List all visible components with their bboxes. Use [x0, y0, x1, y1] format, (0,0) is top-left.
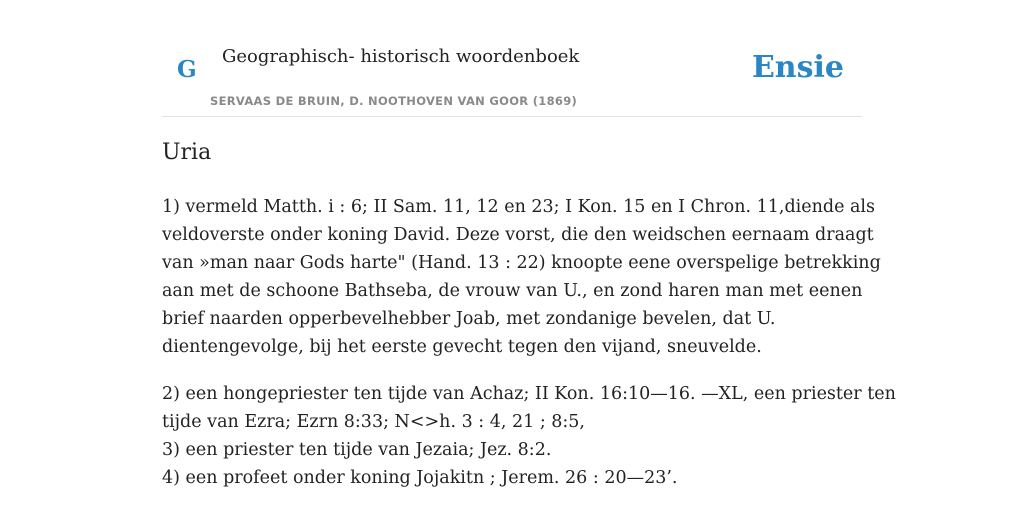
entry-line: veldoverste onder koning David. Deze vorst, die den weidschen eernaam draagt: [162, 225, 874, 245]
entry-line: 3) een priester ten tijde van Jezaia; Jez. 8:2.: [162, 440, 552, 460]
entry-line: 1) vermeld Matth. i : 6; II Sam. 11, 12 en 23; I Kon. 15 en I Chron. 11,diende als: [162, 197, 875, 217]
entry-line: 2) een hongepriester ten tijde van Achaz; II Kon. 16:10—16. —XL, een priester ten: [162, 384, 896, 404]
book-authors: SERVAAS DE BRUIN, D. NOOTHOVEN VAN GOOR (1869): [210, 94, 578, 108]
letter-index-link[interactable]: G: [177, 56, 197, 83]
entry-title: Uria: [162, 140, 212, 165]
entry-line: dientengevolge, bij het eerste gevecht tegen den vijand, sneuvelde.: [162, 337, 762, 357]
entry-line: aan met de schoone Bathseba, de vrouw van U., en zond haren man met eenen: [162, 281, 863, 301]
entry-paragraph: [162, 380, 896, 492]
brand-logo[interactable]: Ensie: [751, 50, 844, 85]
entry-paragraph: [162, 193, 881, 361]
page: [162, 0, 896, 512]
entry-line: 4) een profeet onder koning Jojakitn ; Jerem. 26 : 20—23’.: [162, 468, 678, 488]
entry-body: [162, 193, 896, 511]
entry-line: brief naarden opperbevelhebber Joab, met zondanige bevelen, dat U.: [162, 309, 776, 329]
entry-line: van »man naar Gods harte" (Hand. 13 : 22) knoopte eene overspelige betrekking: [162, 253, 881, 273]
book-title[interactable]: Geographisch- historisch woordenboek: [222, 46, 580, 67]
header: [162, 0, 862, 117]
entry-line: tijde van Ezra; Ezrn 8:33; N<>h. 3 : 4, 21 ; 8:5,: [162, 412, 585, 432]
